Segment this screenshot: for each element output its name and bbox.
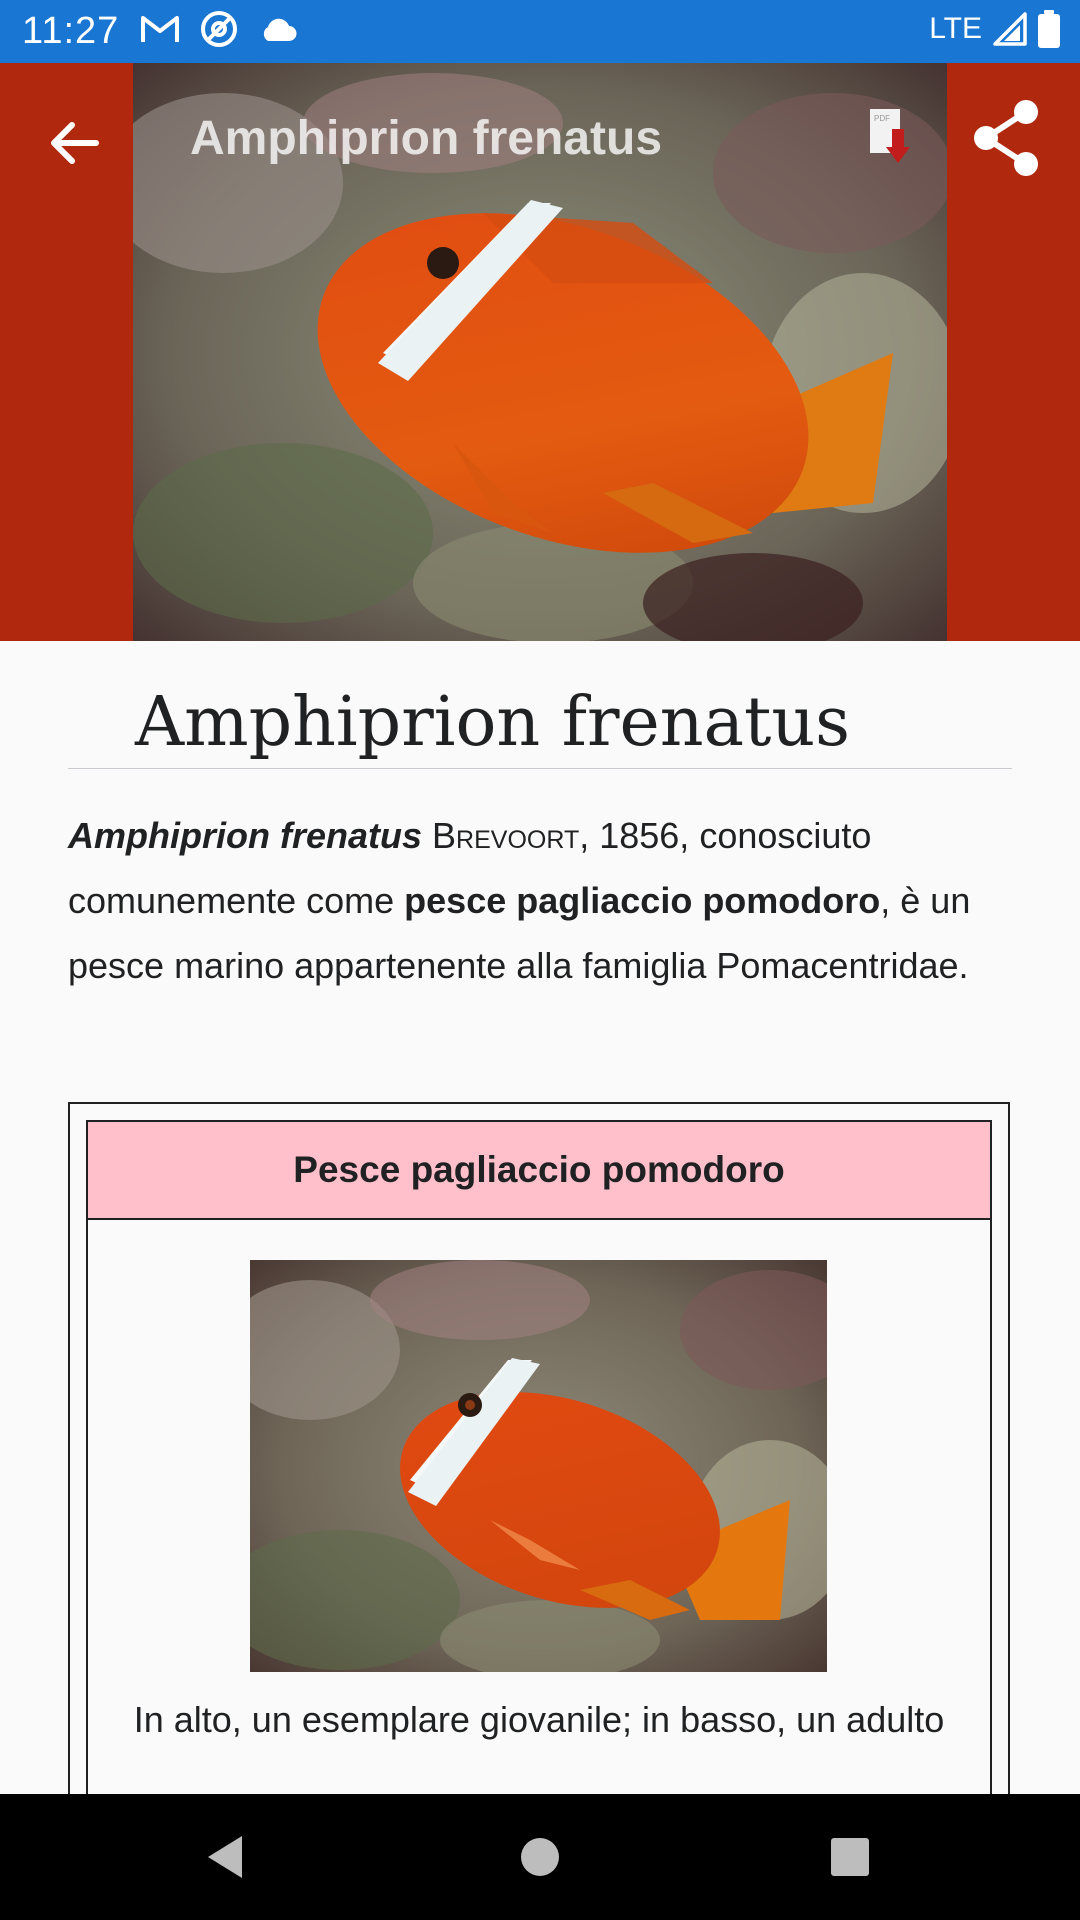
infobox [68,1102,1010,1794]
system-icons [929,10,1060,48]
at-icon [200,10,238,48]
infobox-caption: In alto, un esemplare giovanile; in basso, un adulto [133,1699,945,1740]
common-name: pesce pagliaccio pomodoro [404,880,881,921]
page-title: Amphiprion frenatus [135,683,851,762]
home-circle-icon[interactable] [515,1832,565,1882]
app-header [0,63,1080,641]
pdf-icon[interactable] [866,107,916,169]
status-time: 11:27 [22,10,120,52]
cloud-icon [258,15,298,43]
network-type: LTE [929,12,982,45]
scientific-name: Amphiprion frenatus [68,815,423,856]
title-divider [68,768,1012,769]
signal-icon [992,11,1028,47]
intro-paragraph [68,803,1008,998]
recents-square-icon[interactable] [825,1832,875,1882]
notification-icons [140,10,298,48]
battery-icon [1038,10,1060,48]
gmail-icon [140,13,180,45]
status-bar [0,0,1080,63]
intro-text-1: , 1856, conosciuto comunemente come [68,815,872,921]
toolbar-title: Amphiprion frenatus [190,112,663,165]
article-content [0,641,1080,1794]
infobox-image[interactable] [250,1260,827,1672]
navigation-bar [0,1794,1080,1920]
infobox-header: Pesce pagliaccio pomodoro [88,1122,990,1220]
taxon-author: Brevoort [432,815,580,856]
intro-text-2: , è un pesce marino appartenente alla famiglia Pomacentridae. [68,880,971,986]
back-arrow-icon[interactable] [40,108,110,178]
svg-text:PDF: PDF [874,114,890,123]
back-triangle-icon[interactable] [200,1832,250,1882]
share-icon[interactable] [970,98,1046,178]
infobox-table [86,1120,992,1794]
